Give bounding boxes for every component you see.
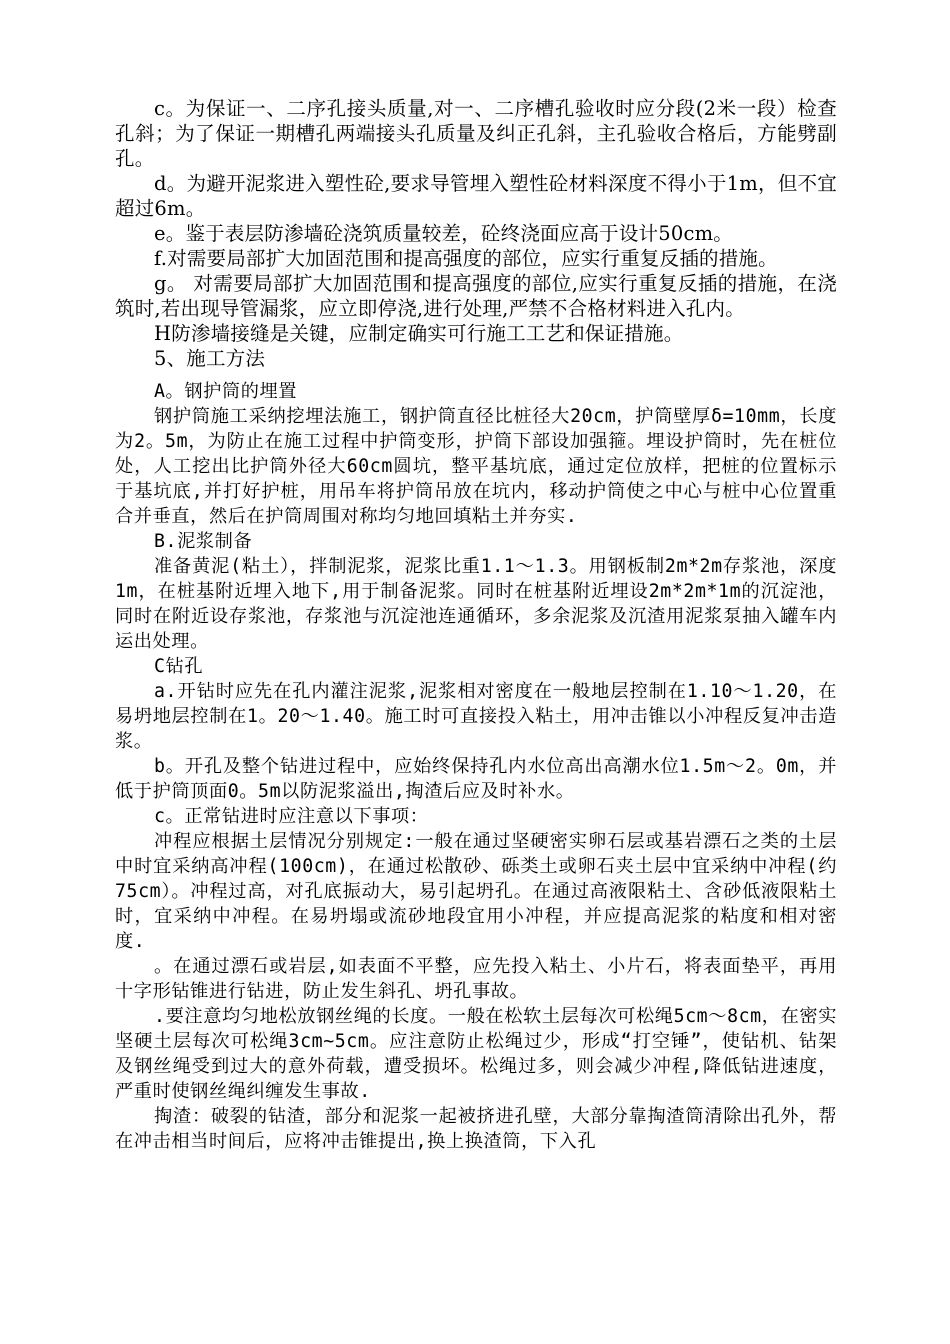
paragraph-wire-rope: .要注意均匀地松放钢丝绳的长度。一般在松软土层每次可松绳5cm～8cm，在密实坚硬土层每次可松绳3cm~5cm。应注意防止松绳过少，形成“打空锤”，使钻机、钻架及钢丝绳受到过大的意外荷载，遭受损坏。松绳过多，则会减少冲程,降低钻进速度，严重时使钢丝绳纠缠发生事故. [115, 1006, 837, 1102]
paragraph-drilling-b: b。开孔及整个钻进过程中，应始终保持孔内水位高出高潮水位1.5m～2。0m，并低于护筒顶面0。5m以防泥浆溢出,掏渣后应及时补水。 [115, 756, 837, 802]
paragraph-d-conduit-depth: d。为避开泥浆进入塑性砼,要求导管埋入塑性砼材料深度不得小于1m，但不宜超过6m。 [115, 172, 837, 220]
paragraph-mud-preparation: 准备黄泥(粘土），拌制泥浆，泥浆比重1.1～1.3。用钢板制2m*2m存浆池，深度1m，在桩基附近埋入地下,用于制备泥浆。同时在桩基附近埋设2m*2m*1m的沉淀池，同时在附近设存浆池，存浆池与沉淀池连通循环，多余泥浆及沉渣用泥浆泵抽入罐车内运出处理。 [115, 556, 837, 652]
paragraph-e-pour-surface: e。鉴于表层防渗墙砼浇筑质量较差，砼终浇面应高于设计50cm。 [154, 222, 733, 245]
paragraph-c-hole-inspection: c。为保证一、二序孔接头质量,对一、二序槽孔验收时应分段(2米一段）检查孔斜；为了保证一期槽孔两端接头孔质量及纠正孔斜，主孔验收合格后，方能劈副孔。 [115, 97, 837, 170]
subheading-mud-preparation: B.泥浆制备 [154, 531, 253, 552]
paragraph-boulders: 。在通过漂石或岩层,如表面不平整，应先投入粘土、小片石，将表面垫平，再用十字形钻锥进行钻进，防止发生斜孔、坍孔事故。 [115, 956, 837, 1002]
document-body [115, 96, 837, 1154]
paragraph-drilling-a: a.开钻时应先在孔内灌注泥浆,泥浆相对密度在一般地层控制在1.10～1.20，在易坍地层控制在1。20～1.40。施工时可直接投入粘土，用冲击锥以小冲程反复冲击造浆。 [115, 681, 837, 752]
paragraph-steel-casing: 钢护筒施工采纳挖埋法施工，钢护筒直径比桩径大20cm，护筒壁厚δ=10mm，长度为2。5m，为防止在施工过程中护筒变形，护筒下部设加强箍。埋设护筒时，先在桩位处，人工挖出比护筒外径大60cm圆坑，整平基坑底，通过定位放样，把桩的位置标示于基坑底,并打好护桩，用吊车将护筒吊放在坑内，移动护筒使之中心与桩中心位置重合并垂直，然后在护筒周围对称均匀地回填粘土并夯实. [115, 406, 837, 527]
paragraph-stroke-rules: 冲程应根据土层情况分别规定:一般在通过坚硬密实卵石层或基岩漂石之类的土层中时宜采纳高冲程(100cm)，在通过松散砂、砾类土或卵石夹土层中宜采纳中冲程(约75cm）。冲程过高，对孔底振动大，易引起坍孔。在通过高液限粘土、含砂低液限粘土时，宜采纳中冲程。在易坍塌或流砂地段宜用小冲程，并应提高泥浆的粘度和相对密度. [115, 831, 837, 952]
paragraph-f-reinsertion: f.对需要局部扩大加固范围和提高强度的部位，应实行重复反插的措施。 [154, 247, 778, 270]
subheading-steel-casing: A。钢护筒的埋置 [154, 381, 298, 402]
section-heading-construction-method: 5、施工方法 [154, 347, 266, 370]
subheading-drilling: C钻孔 [154, 656, 204, 677]
paragraph-drilling-c: c。正常钻进时应注意以下事项： [154, 806, 429, 827]
paragraph-slag-removal: 掏渣：破裂的钻渣，部分和泥浆一起被挤进孔壁，大部分靠掏渣筒清除出孔外，帮在冲击相当时间后，应将冲击锥提出,换上换渣筒，下入孔 [115, 1106, 837, 1152]
paragraph-h-joints: H防渗墙接缝是关键，应制定确实可行施工工艺和保证措施。 [154, 322, 684, 345]
paragraph-g-pouring: g。 对需要局部扩大加固范围和提高强度的部位,应实行重复反插的措施，在浇筑时,若出现导管漏浆，应立即停浇,进行处理,严禁不合格材料进入孔内。 [115, 272, 837, 320]
